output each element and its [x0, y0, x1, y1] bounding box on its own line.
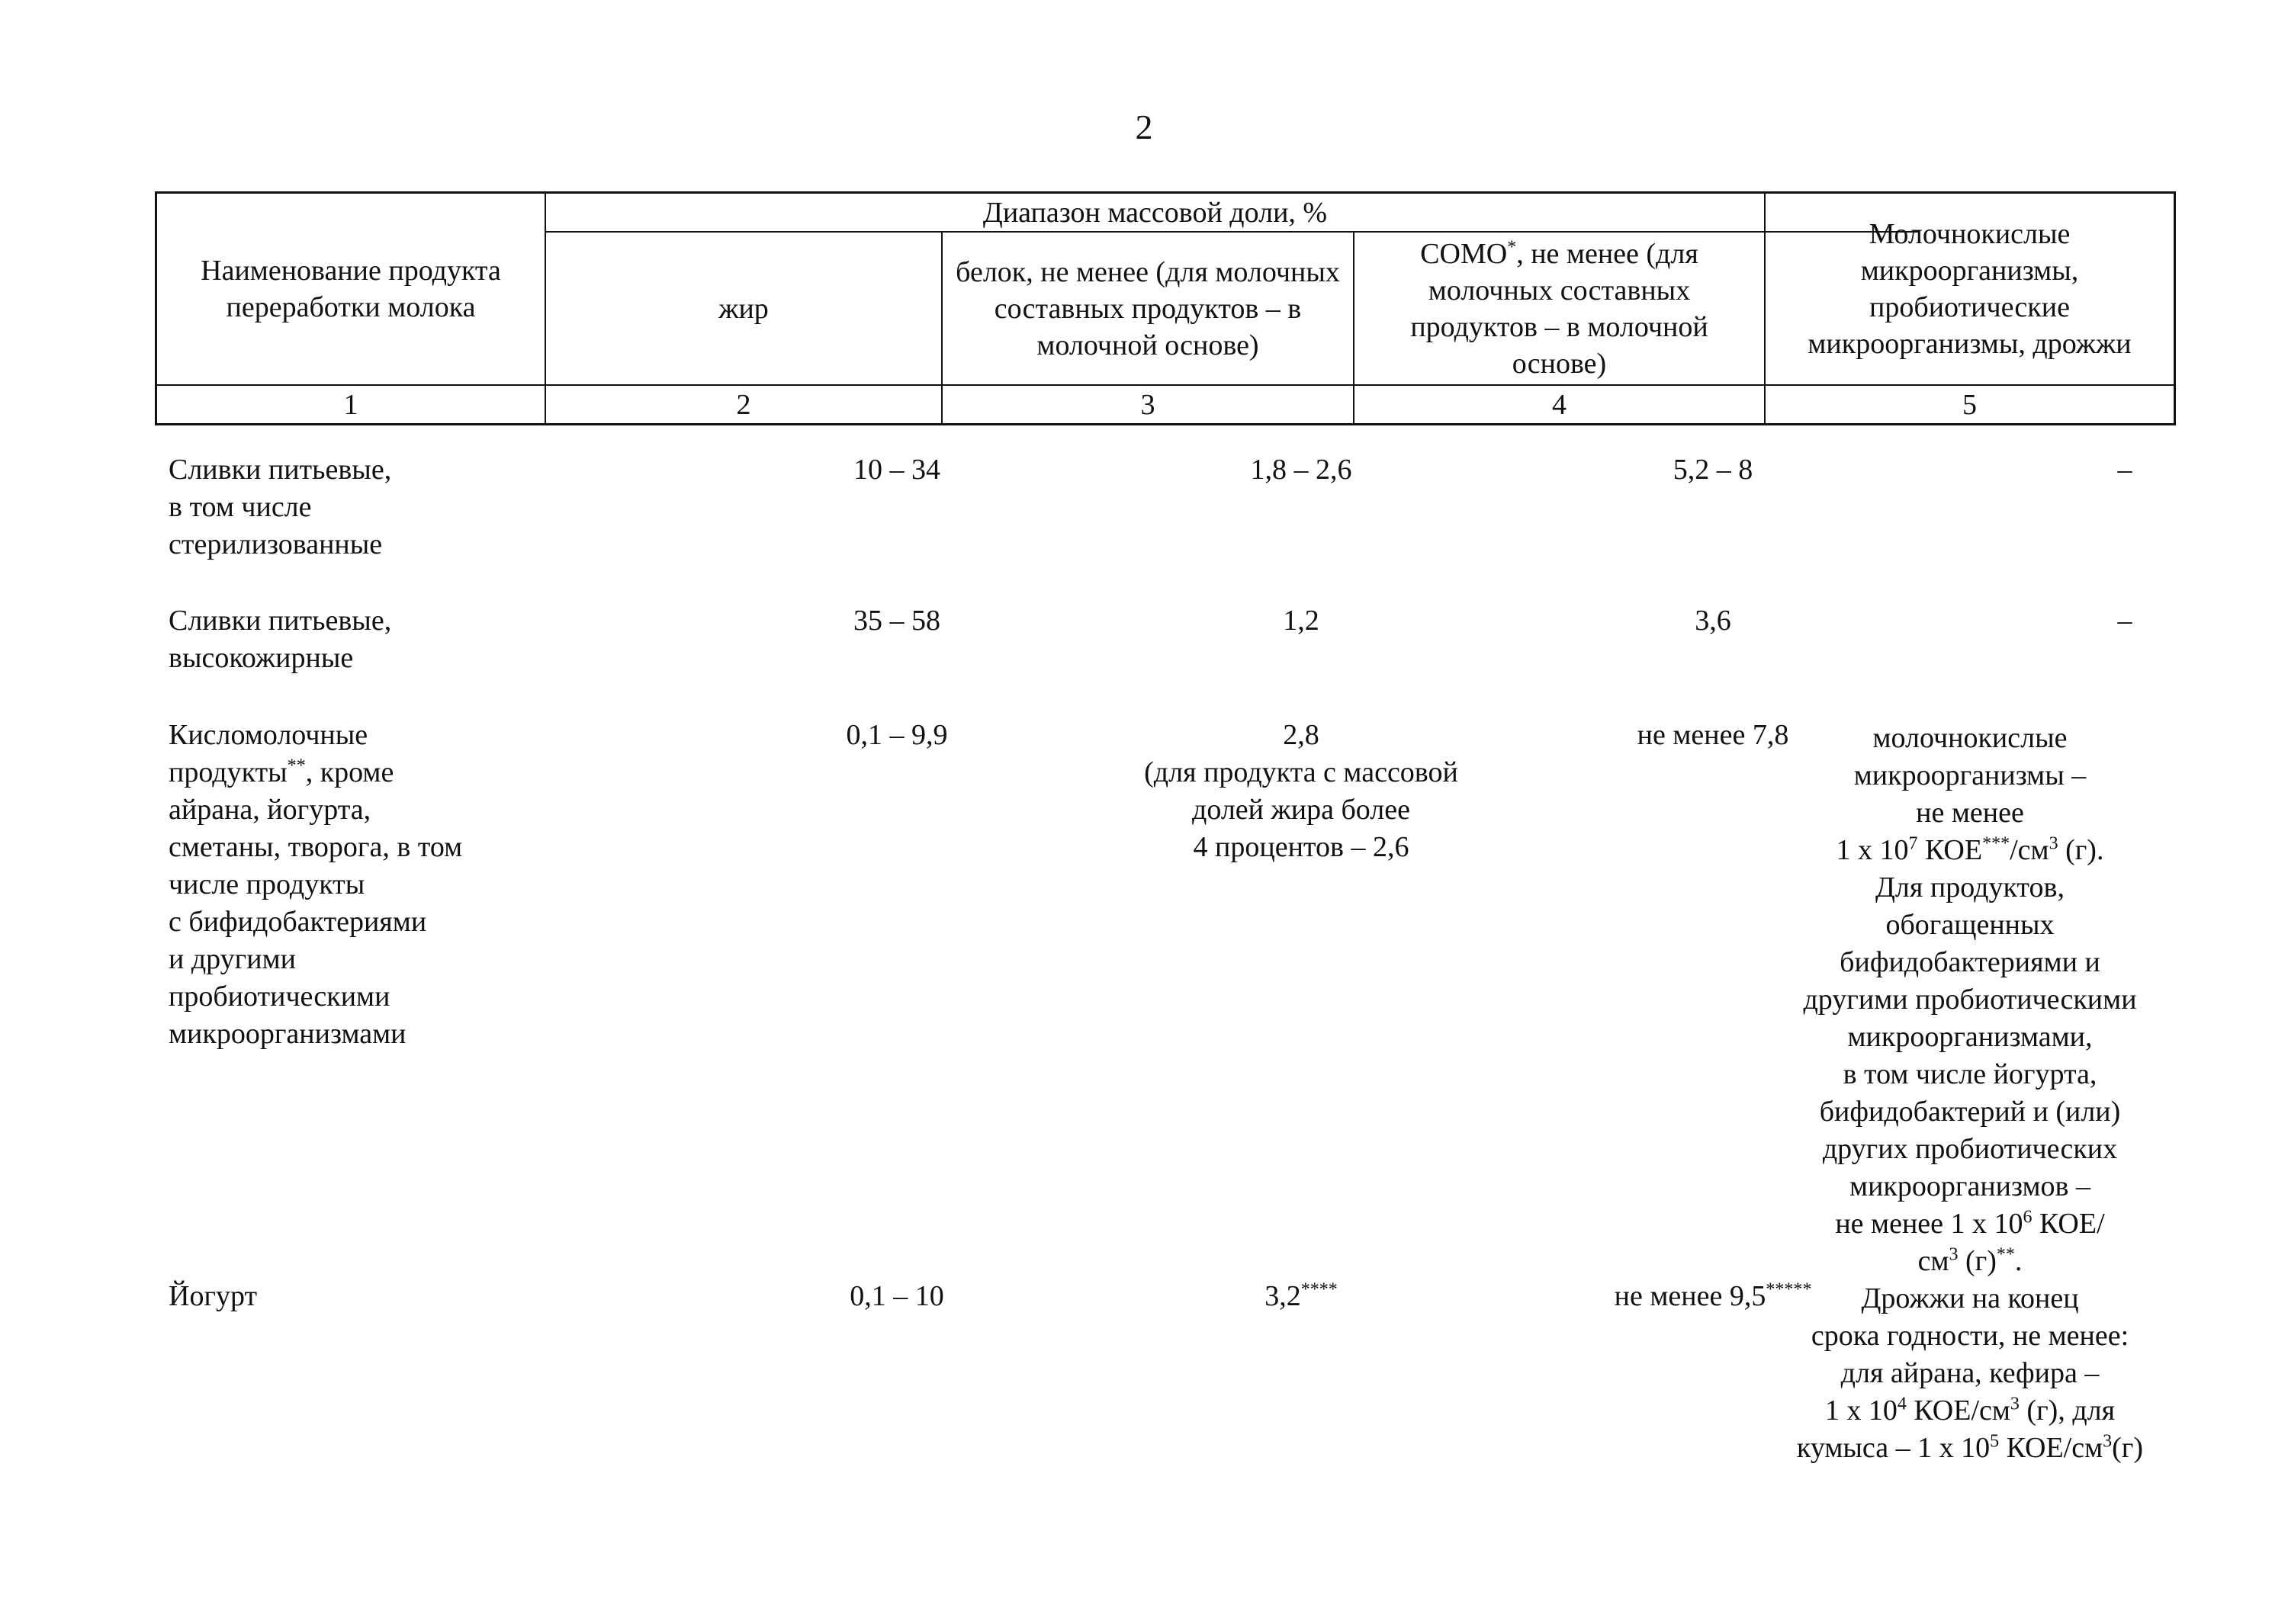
table-border-bottom	[155, 423, 2176, 425]
header-number-3: 3	[1140, 388, 1155, 421]
fat-value: 35 – 58	[853, 605, 940, 637]
somo-value: не менее 7,8	[1637, 719, 1789, 751]
microorganisms-value: –	[2117, 605, 2132, 637]
header-col-somo	[1354, 233, 1764, 384]
microorganisms-value: –	[2117, 454, 2132, 486]
somo-value: 5,2 – 8	[1673, 454, 1753, 486]
product-name: Сливки питьевые, в том числе стерилизованные	[169, 454, 392, 560]
fat-value: 0,1 – 9,9	[846, 719, 948, 751]
header-number-2: 2	[736, 388, 751, 421]
header-group-mass-fraction: Диапазон массовой доли, %	[982, 196, 1328, 229]
protein-value: 3,2****	[1265, 1279, 1338, 1312]
fat-value: 10 – 34	[853, 454, 940, 486]
page-number: 2	[1135, 108, 1153, 146]
protein-value: 1,2	[1283, 605, 1319, 637]
somo-value: 3,6	[1695, 605, 1731, 637]
header-number-4: 4	[1552, 388, 1567, 421]
microorganisms-text: молочнокислые микроорганизмы – не менее 1 х $10^7$ $КОЕ^{***}/см^3$ (г). Для продуктов, обогащенных бифидобактериями и другими пробиотическими микроорганизмами, в том числе йогурта, бифидобактерий и (или) других пробиотических микроорганизмов – не менее 1 х $10^6$ КОЕ/ $см^3$ (г)**. Дрожжи на конец срока годности, не менее: для айрана, кефира – 1 х $10^4$ КОЕ/$см^3$ (г), для кумыса – 1 х $10^5$ КОЕ/$см^3(г)$	[1796, 722, 2144, 1464]
table-border-right	[2174, 191, 2176, 425]
table-header	[155, 191, 2176, 425]
product-name: Сливки питьевые, высокожирные	[169, 605, 392, 674]
fat-value: 0,1 – 10	[850, 1280, 944, 1312]
header-number-5: 5	[1962, 388, 1977, 421]
header-col-fat: жир	[718, 292, 769, 325]
product-name: Йогурт	[169, 1280, 258, 1312]
protein-value: 2,8 (для продукта с массовой долей жира более 4 процентов – 2,6	[1144, 719, 1458, 863]
somo-value: не менее 9,5*****	[1614, 1279, 1812, 1312]
header-col-somo-text: СОМО*, не менее (для молочных составных продуктов – в молочной основе)	[1410, 236, 1708, 380]
header-col-name: Наименование продукта переработки молока	[201, 255, 501, 323]
header-col-protein: белок, не менее (для молочных составных продуктов – в молочной основе)	[956, 255, 1340, 361]
header-number-1: 1	[343, 388, 358, 421]
product-name: Кисломолочные продукты**, кроме айрана, йогурта, сметаны, творога, в том числе продукты с бифидобактериями и другими пробиотическими микроорганизмами	[169, 719, 463, 1050]
protein-value: 1,8 – 2,6	[1250, 454, 1352, 486]
header-col-microorganisms: Молочнокислые микроорганизмы, пробиотические микроорганизмы, дрожжи	[1808, 218, 2132, 360]
